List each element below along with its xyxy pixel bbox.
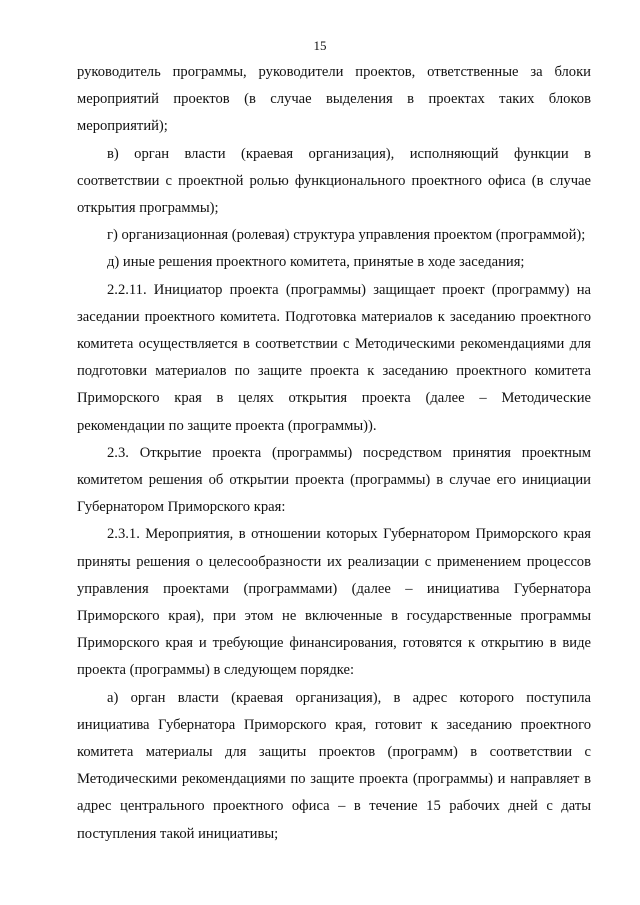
paragraph-item-g: г) организационная (ролевая) структура управления проектом (программой); bbox=[107, 227, 586, 244]
paragraph-item-d: д) иные решения проектного комитета, принятые в ходе заседания; bbox=[107, 254, 525, 271]
paragraph-continuation: руководитель программы, руководители проектов, ответственные за блоки мероприятий проектов (в случае выделения в проектах таких блоков мероприятий); bbox=[77, 64, 591, 135]
paragraph-item-a: а) орган власти (краевая организация), в адрес которого поступила инициатива Губернатора Приморского края, готовит к заседанию проектного комитета материалы для защиты проектов (программ) в соответствии с Методическими рекомендациями по защите проекта (программы) и направляет в адрес центрального проектного офиса – в течение 15 рабочих дней с даты поступления такой инициативы; bbox=[77, 689, 591, 842]
paragraph-2-3-1: 2.3.1. Мероприятия, в отношении которых Губернатором Приморского края приняты решения о целесообразности их реализации с применением процессов управления проектами (программами) (далее – инициатива Губернатора Приморского края), при этом не включенные в государственные программы Приморского края и требующие финансирования, готовятся к открытию в виде проекта (программы) в следующем порядке: bbox=[77, 526, 591, 679]
paragraph-2-2-11: 2.2.11. Инициатор проекта (программы) защищает проект (программу) на заседании проектного комитета. Подготовка материалов к заседанию проектного комитета осуществляется в соответствии с Методическими рекомендациями для подготовки материалов по защите проекта к заседанию проектного комитета Приморского края в целях открытия проекта (далее – Методические рекомендации по защите проекта (программы)). bbox=[77, 281, 591, 434]
document-body bbox=[77, 59, 591, 848]
page-number: 15 bbox=[313, 38, 327, 53]
paragraph-item-v: в) орган власти (краевая организация), исполняющий функции в соответствии с проектной ролью функционального проектного офиса (в случае открытия программы); bbox=[77, 145, 591, 217]
paragraph-2-3: 2.3. Открытие проекта (программы) посредством принятия проектным комитетом решения об открытии проекта (программы) в случае его инициации Губернатором Приморского края: bbox=[77, 444, 591, 516]
